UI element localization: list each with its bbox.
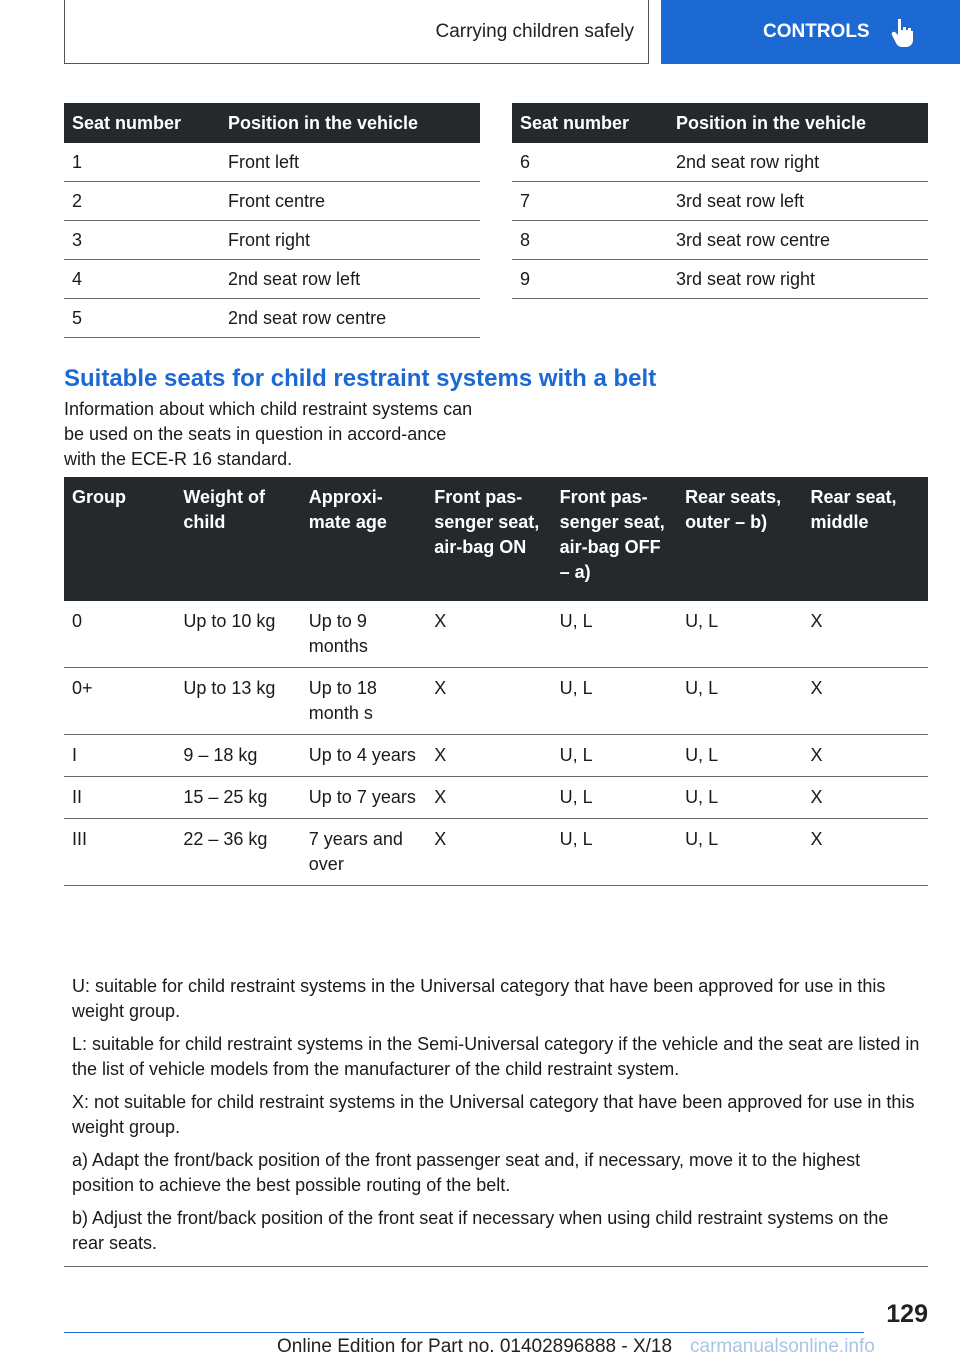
- table-row: [512, 221, 928, 260]
- seat-position-cell: 3rd seat row right: [668, 260, 928, 299]
- child-restraint-table: [64, 477, 928, 886]
- table-cell: X: [426, 601, 551, 668]
- seat-position-cell: Front centre: [220, 182, 480, 221]
- table-cell: U, L: [677, 819, 802, 886]
- table-cell: U, L: [677, 601, 802, 668]
- seat-number-table-left: [64, 103, 480, 338]
- table-cell: X: [426, 735, 551, 777]
- seat-number-cell: 4: [64, 260, 220, 299]
- table-cell: U, L: [677, 735, 802, 777]
- col-header: Front pas-senger seat, air-bag ON: [426, 477, 551, 601]
- table-cell: 15 – 25 kg: [175, 777, 300, 819]
- table-cell: Up to 4 years: [301, 735, 426, 777]
- section-title: Suitable seats for child restraint systems with a belt: [64, 365, 657, 392]
- table-row: [64, 260, 480, 299]
- table-cell: X: [802, 735, 928, 777]
- seat-position-cell: 2nd seat row right: [668, 143, 928, 182]
- table-cell: X: [426, 777, 551, 819]
- table-cell: U, L: [552, 601, 677, 668]
- footer-watermark: carmanualsonline.info: [690, 1336, 875, 1357]
- table-cell: Up to 9 months: [301, 601, 426, 668]
- col-header: Approxi-mate age: [301, 477, 426, 601]
- table-row: [64, 221, 480, 260]
- seat-position-cell: 2nd seat row centre: [220, 299, 480, 338]
- col-header: Rear seats, outer – b): [677, 477, 802, 601]
- table-cell: 9 – 18 kg: [175, 735, 300, 777]
- seat-position-cell: 3rd seat row centre: [668, 221, 928, 260]
- table-cell: X: [802, 777, 928, 819]
- footer-divider: [64, 1332, 864, 1333]
- page-header-chapter: [661, 0, 960, 64]
- note-item: X: not suitable for child restraint systems in the Universal category that have been approved for use in this weight group.: [72, 1092, 915, 1137]
- seat-position-cell: Front right: [220, 221, 480, 260]
- footer-edition: Online Edition for Part no. 01402896888 - X/18: [277, 1336, 673, 1357]
- col-header-seat-number: Seat number: [64, 103, 220, 143]
- seat-position-cell: 2nd seat row left: [220, 260, 480, 299]
- note-item: a) Adapt the front/back position of the front passenger seat and, if necessary, move it to the highest position to achieve the best possible routing of the belt.: [72, 1150, 861, 1195]
- col-header-position: Position in the vehicle: [220, 103, 480, 143]
- section-intro: Information about which child restraint systems can be used on the seats in question in accord-ance with the ECE-R 16 standard.: [64, 399, 473, 469]
- seat-number-cell: 9: [512, 260, 668, 299]
- seat-position-cell: Front left: [220, 143, 480, 182]
- table-row: [64, 143, 480, 182]
- table-cell: X: [802, 819, 928, 886]
- seat-number-cell: 2: [64, 182, 220, 221]
- pointing-hand-icon: [890, 17, 916, 47]
- table-row: [64, 601, 928, 668]
- table-row: [64, 777, 928, 819]
- seat-number-cell: 6: [512, 143, 668, 182]
- table-cell: III: [64, 819, 175, 886]
- note-item: L: suitable for child restraint systems in the Semi-Universal category if the vehicle and the seat are listed in the list of vehicle models from the manufacturer of the child restraint system.: [72, 1034, 920, 1079]
- table-row: [64, 299, 480, 338]
- table-row: [64, 668, 928, 735]
- table-cell: X: [802, 601, 928, 668]
- table-notes: [64, 966, 928, 1267]
- col-header: Rear seat, middle: [802, 477, 928, 601]
- table-cell: 7 years and over: [301, 819, 426, 886]
- table-cell: Up to 10 kg: [175, 601, 300, 668]
- table-cell: I: [64, 735, 175, 777]
- table-row: [512, 143, 928, 182]
- table-cell: U, L: [552, 777, 677, 819]
- table-row: [64, 182, 480, 221]
- table-cell: X: [426, 668, 551, 735]
- seat-number-cell: 7: [512, 182, 668, 221]
- table-row: [512, 182, 928, 221]
- col-header: Weight of child: [175, 477, 300, 601]
- note-item: b) Adjust the front/back position of the front seat if necessary when using child restraint systems on the rear seats.: [72, 1208, 889, 1253]
- page-number: 129: [886, 1300, 928, 1328]
- header-chapter-title: CONTROLS: [763, 21, 870, 42]
- seat-number-cell: 3: [64, 221, 220, 260]
- table-cell: Up to 18 month s: [301, 668, 426, 735]
- table-cell: Up to 13 kg: [175, 668, 300, 735]
- seat-number-table-right: [512, 103, 928, 299]
- col-header: Group: [64, 477, 175, 601]
- col-header-position: Position in the vehicle: [668, 103, 928, 143]
- table-row: [64, 735, 928, 777]
- table-cell: U, L: [552, 735, 677, 777]
- table-cell: 22 – 36 kg: [175, 819, 300, 886]
- note-item: U: suitable for child restraint systems in the Universal category that have been approved for use in this weight group.: [72, 976, 886, 1021]
- table-cell: Up to 7 years: [301, 777, 426, 819]
- seat-number-cell: 8: [512, 221, 668, 260]
- table-row: [512, 260, 928, 299]
- seat-number-cell: 1: [64, 143, 220, 182]
- table-cell: U, L: [677, 777, 802, 819]
- table-cell: U, L: [552, 668, 677, 735]
- seat-position-cell: 3rd seat row left: [668, 182, 928, 221]
- seat-number-cell: 5: [64, 299, 220, 338]
- table-row: [64, 819, 928, 886]
- col-header-seat-number: Seat number: [512, 103, 668, 143]
- table-cell: X: [802, 668, 928, 735]
- col-header: Front pas-senger seat, air-bag OFF – a): [552, 477, 677, 601]
- table-cell: U, L: [552, 819, 677, 886]
- table-cell: II: [64, 777, 175, 819]
- table-cell: U, L: [677, 668, 802, 735]
- page-header-section: [64, 0, 649, 64]
- table-cell: X: [426, 819, 551, 886]
- header-section-title: Carrying children safely: [435, 20, 634, 42]
- table-cell: 0: [64, 601, 175, 668]
- table-cell: 0+: [64, 668, 175, 735]
